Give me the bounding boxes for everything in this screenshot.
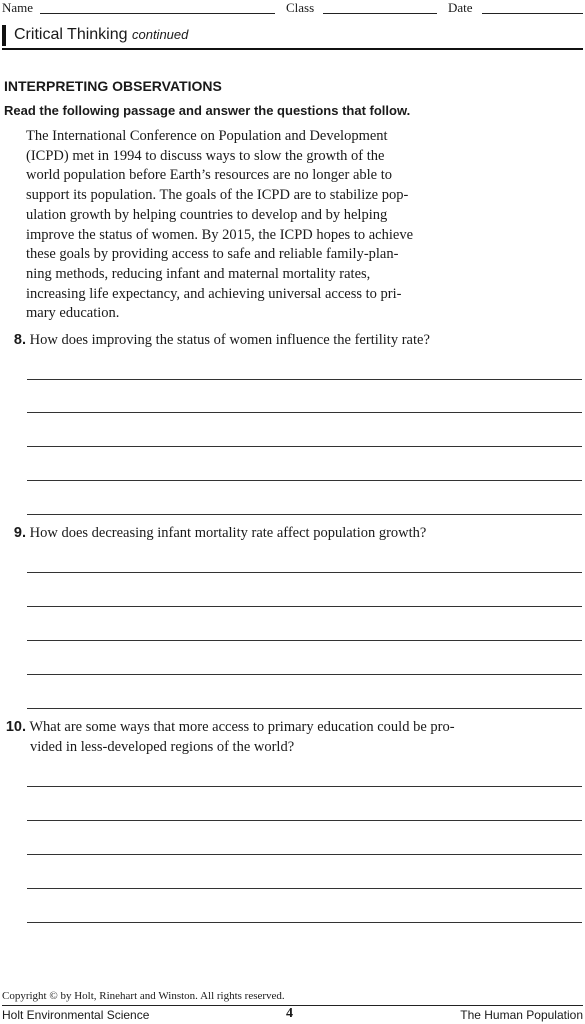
question-number: 8. [13, 332, 26, 348]
passage-line: these goals by providing access to safe and reliable family-plan- [26, 246, 399, 263]
passage-line: ning methods, reducing infant and maternal mortality rates, [26, 265, 371, 282]
question-text-cont: vided in less-developed regions of the world? [30, 738, 295, 755]
date-field-line[interactable] [482, 13, 583, 14]
answer-line-q9-5[interactable] [27, 708, 582, 709]
copyright-notice: Copyright © by Holt, Rinehart and Winston. All rights reserved. [2, 990, 285, 1002]
section-title: INTERPRETING OBSERVATIONS [4, 78, 222, 94]
answer-line-q8-3[interactable] [27, 446, 582, 447]
name-field-line[interactable] [40, 13, 275, 14]
answer-line-q8-1[interactable] [27, 379, 582, 380]
page-number: 4 [286, 1006, 293, 1021]
worksheet-banner [2, 22, 583, 50]
passage-line: support its population. The goals of the ICPD are to stabilize pop- [26, 187, 409, 204]
answer-line-q10-5[interactable] [27, 922, 582, 923]
question-number: 9. [13, 525, 26, 541]
passage-line: mary education. [26, 305, 120, 322]
question-10 [4, 718, 574, 757]
answer-line-q8-4[interactable] [27, 480, 582, 481]
passage-line: world population before Earth’s resources are no longer able to [26, 167, 392, 184]
reading-passage [26, 127, 538, 324]
banner-rule [2, 48, 583, 50]
question-text: How does improving the status of women influence the fertility rate? [29, 332, 430, 348]
answer-line-q10-3[interactable] [27, 854, 582, 855]
answer-line-q9-2[interactable] [27, 606, 582, 607]
banner-title [14, 26, 188, 44]
answer-line-q10-1[interactable] [27, 786, 582, 787]
answer-line-q10-4[interactable] [27, 888, 582, 889]
answer-line-q10-2[interactable] [27, 820, 582, 821]
answer-line-q9-3[interactable] [27, 640, 582, 641]
passage-line: The International Conference on Population and Development [26, 128, 388, 144]
question-text: How does decreasing infant mortality rate affect population growth? [29, 525, 427, 541]
answer-line-q8-5[interactable] [27, 514, 582, 515]
banner-title-text: Critical Thinking [14, 26, 128, 43]
passage-line: ulation growth by helping countries to develop and by helping [26, 206, 388, 223]
footer-chapter: The Human Population [460, 1008, 583, 1022]
footer-book-title: Holt Environmental Science [2, 1008, 150, 1022]
name-label: Name [2, 0, 34, 15]
question-9 [4, 524, 574, 544]
banner-bar [2, 25, 6, 46]
date-label: Date [448, 0, 473, 15]
question-number: 10. [5, 719, 26, 735]
passage-line: improve the status of women. By 2015, the ICPD hopes to achieve [26, 226, 414, 243]
question-8 [4, 331, 574, 351]
banner-subtitle: continued [131, 27, 189, 42]
answer-line-q9-4[interactable] [27, 674, 582, 675]
passage-line: (ICPD) met in 1994 to discuss ways to slow the growth of the [26, 147, 385, 164]
answer-line-q8-2[interactable] [27, 412, 582, 413]
page-header [0, 0, 585, 18]
class-field-line[interactable] [323, 13, 437, 14]
question-text: What are some ways that more access to primary education could be pro- [29, 719, 455, 735]
answer-line-q9-1[interactable] [27, 572, 582, 573]
instructions: Read the following passage and answer the questions that follow. [4, 103, 411, 118]
class-label: Class [286, 0, 315, 15]
passage-line: increasing life expectancy, and achieving universal access to pri- [26, 285, 402, 302]
